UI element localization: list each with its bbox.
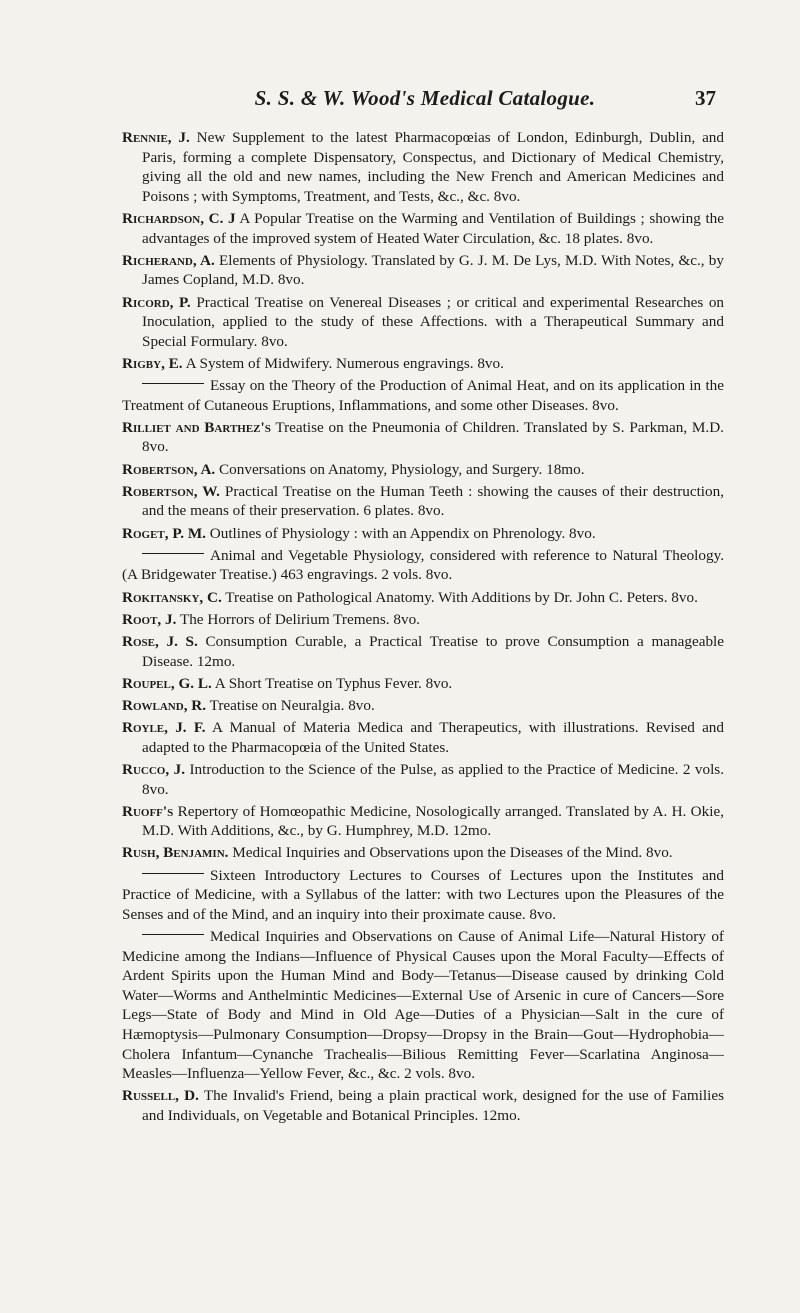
catalogue-entries	[122, 128, 724, 1128]
entry-text: Sixteen Introductory Lectures to Courses of Lectures upon the Institutes and Practice of Medicine, with a Syllabus of the latter: with two Lectures upon the Pleasures of the Senses and of the Mind, and an inquiry into their proximate cause. 8vo.	[122, 866, 724, 923]
entry-author: Roget, P. M.	[122, 524, 206, 542]
ditto-dash	[142, 383, 204, 384]
catalogue-entry	[122, 610, 724, 630]
catalogue-entry	[122, 293, 724, 352]
entry-author: Rigby, E.	[122, 354, 183, 372]
catalogue-entry	[122, 524, 724, 544]
ditto-dash	[142, 873, 204, 874]
ditto-dash	[142, 553, 204, 554]
catalogue-entry	[122, 418, 724, 457]
entry-author: Robertson, A.	[122, 460, 216, 478]
catalogue-entry	[122, 546, 724, 585]
entry-author: Rush, Benjamin.	[122, 844, 229, 862]
entry-text: Practical Treatise on the Human Teeth : showing the causes of their destruction, and the means of their preservation. 6 plates. 8vo.	[142, 482, 725, 520]
catalogue-entry	[122, 760, 724, 799]
catalogue-entry	[122, 674, 724, 694]
entry-text: A Popular Treatise on the Warming and Ventilation of Buildings ; showing the advantages of the improved system of Heated Water Circulation, &c. 18 plates. 8vo.	[142, 209, 724, 247]
entry-text: Treatise on Neuralgia. 8vo.	[209, 696, 375, 714]
entry-author: Roupel, G. L.	[122, 674, 212, 692]
entry-author: Russell, D.	[122, 1087, 199, 1105]
catalogue-entry	[122, 843, 724, 863]
entry-author: Rokitansky, C.	[122, 588, 222, 606]
entry-text: Medical Inquiries and Observations upon the Diseases of the Mind. 8vo.	[232, 844, 673, 862]
entry-author: Rilliet and Barthez's	[122, 418, 271, 436]
catalogue-entry	[122, 460, 724, 480]
entry-author: Root, J.	[122, 610, 177, 628]
catalogue-entry	[122, 209, 724, 248]
entry-author: Ricord, P.	[122, 293, 191, 311]
ditto-dash	[142, 934, 204, 935]
catalogue-entry	[122, 696, 724, 716]
running-head	[122, 86, 728, 116]
catalogue-entry	[122, 251, 724, 290]
entry-text: The Invalid's Friend, being a plain practical work, designed for the use of Families and Individuals, on Vegetable and Botanical Principles. 12mo.	[142, 1087, 724, 1124]
entry-author: Rose, J. S.	[122, 632, 198, 650]
entry-text: A System of Midwifery. Numerous engravings. 8vo.	[185, 354, 504, 372]
entry-author: Ruoff's	[122, 802, 174, 820]
entry-text: A Manual of Materia Medica and Therapeutics, with illustrations. Revised and adapted to the Pharmacopœia of the United States.	[142, 719, 724, 756]
catalogue-entry	[122, 482, 724, 521]
catalogue-entry	[122, 376, 724, 415]
entry-author: Rucco, J.	[122, 760, 185, 778]
entry-text: The Horrors of Delirium Tremens. 8vo.	[179, 610, 420, 628]
entry-text: Conversations on Anatomy, Physiology, and Surgery. 18mo.	[219, 460, 585, 478]
entry-author: Royle, J. F.	[122, 719, 206, 737]
entry-text: New Supplement to the latest Pharmacopœias of London, Edinburgh, Dublin, and Paris, forming a complete Dispensatory, Conspectus, and Dictionary of Medical Chemistry, giving all the old and new names, including the New French and American Medicines and Poisons ; with Symptoms, Treatment, and Tests, &c., &c. 8vo.	[142, 129, 724, 205]
entry-text: Repertory of Homœopathic Medicine, Nosologically arranged. Translated by A. H. Okie, M.D. With Additions, &c., by G. Humphrey, M.D. 12mo.	[142, 802, 724, 840]
catalogue-entry	[122, 927, 724, 1084]
catalogue-entry	[122, 632, 724, 671]
page-title: S. S. & W. Wood's Medical Catalogue.	[254, 86, 596, 110]
page-number: 37	[695, 86, 716, 110]
entry-author: Richardson, C. J	[122, 209, 236, 227]
catalogue-entry	[122, 588, 724, 608]
entry-text: Treatise on Pathological Anatomy. With Additions by Dr. John C. Peters. 8vo.	[225, 588, 698, 606]
entry-author: Robertson, W.	[122, 482, 220, 500]
entry-text: Elements of Physiology. Translated by G. J. M. De Lys, M.D. With Notes, &c., by James Copland, M.D. 8vo.	[142, 251, 724, 289]
entry-text: Medical Inquiries and Observations on Cause of Animal Life—Natural History of Medicine among the Indians—Influence of Physical Causes upon the Moral Faculty—Effects of Ardent Spirits upon the Human Mind and Body—Tetanus—Disease caused by drinking Cold Water—Worms and Anthelmintic Medicines—External Use of Arsenic in cure of Cancers—Sore Legs—State of Body and Mind in Old Age—Duties of a Physician—Salt in the cure of Hæmoptysis—Pulmonary Consumption—Dropsy—Dropsy in the Brain—Gout—Hydrophobia—Cholera Infantum—Cynanche Trachealis—Bilious Remitting Fever—Scarlatina Anginosa—Measles—Influenza—Yellow Fever, &c., &c. 2 vols. 8vo.	[122, 928, 724, 1083]
catalogue-entry	[122, 354, 724, 374]
entry-author: Rennie, J.	[122, 129, 190, 146]
catalogue-entry	[122, 802, 724, 841]
entry-author: Rowland, R.	[122, 696, 207, 714]
entry-text: A Short Treatise on Typhus Fever. 8vo.	[214, 674, 453, 692]
entry-text: Treatise on the Pneumonia of Children. Translated by S. Parkman, M.D. 8vo.	[142, 418, 724, 456]
entry-text: Animal and Vegetable Physiology, considered with reference to Natural Theology. (A Bridgewater Treatise.) 463 engravings. 2 vols. 8vo.	[122, 546, 724, 584]
entry-text: Introduction to the Science of the Pulse, as applied to the Practice of Medicine. 2 vols. 8vo.	[142, 760, 724, 798]
catalogue-entry	[122, 128, 724, 206]
entry-text: Practical Treatise on Venereal Diseases ; or critical and experimental Researches on Inoculation, applied to the study of these Affections. with a Therapeutical Summary and Special Formulary. 8vo.	[142, 293, 725, 350]
catalogue-entry	[122, 718, 724, 757]
entry-text: Essay on the Theory of the Production of Animal Heat, and on its application in the Treatment of Cutaneous Eruptions, Inflammations, and some other Diseases. 8vo.	[122, 377, 724, 414]
catalogue-entry	[122, 1086, 724, 1125]
entry-author: Richerand, A.	[122, 251, 215, 269]
catalogue-entry	[122, 866, 724, 925]
entry-text: Outlines of Physiology : with an Appendix on Phrenology. 8vo.	[209, 524, 596, 542]
entry-text: Consumption Curable, a Practical Treatise to prove Consumption a manageable Disease. 12mo.	[142, 632, 724, 670]
